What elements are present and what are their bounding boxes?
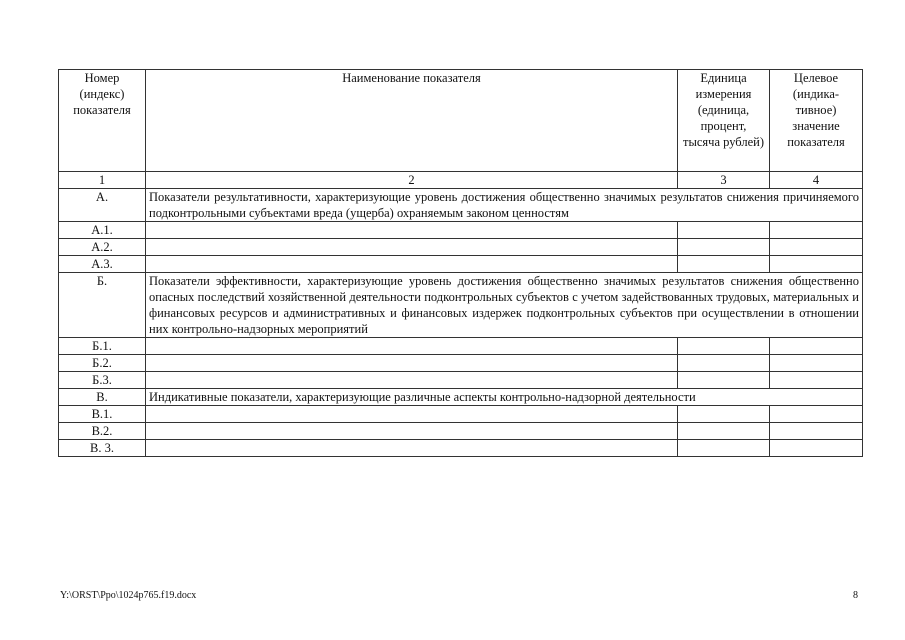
column-number-1: 1: [59, 172, 146, 189]
row-name-cell: [146, 239, 678, 256]
row-unit-cell: [678, 239, 770, 256]
row-name-cell: [146, 355, 678, 372]
footer-page-number: 8: [853, 590, 858, 601]
table-row: [59, 355, 863, 372]
row-index: В. 3.: [59, 440, 146, 457]
row-unit-cell: [678, 372, 770, 389]
table-row: [59, 372, 863, 389]
table-row: [59, 239, 863, 256]
table-row: [59, 440, 863, 457]
row-unit-cell: [678, 222, 770, 239]
section-title: Показатели эффективности, характеризующие уровень достижения общественно значимых результатов снижения общественно опасных последствий хозяйственной деятельности подконтрольных субъектов с учетом задействованных трудовых, материальных и финансовых ресурсов и административных и финансовых издержек подконтрольных субъектов при осуществлении в отношении них контрольно-надзорных мероприятий: [146, 273, 863, 338]
column-number-row: [59, 172, 863, 189]
row-index: В.1.: [59, 406, 146, 423]
row-unit-cell: [678, 440, 770, 457]
row-name-cell: [146, 406, 678, 423]
table-row: [59, 338, 863, 355]
row-name-cell: [146, 256, 678, 273]
row-index: А.1.: [59, 222, 146, 239]
section-row-a: [59, 189, 863, 222]
table-row: [59, 256, 863, 273]
section-code: В.: [59, 389, 146, 406]
row-index: Б.2.: [59, 355, 146, 372]
row-value-cell: [770, 355, 863, 372]
row-value-cell: [770, 338, 863, 355]
row-value-cell: [770, 372, 863, 389]
indicators-table: [58, 69, 863, 457]
row-value-cell: [770, 239, 863, 256]
header-row: [59, 70, 863, 172]
column-number-2: 2: [146, 172, 678, 189]
header-unit: Единица измерения (единица, процент, тысяча рублей): [678, 70, 770, 172]
header-target-value: Целевое (индика-тивное) значение показателя: [770, 70, 863, 172]
table-row: [59, 406, 863, 423]
row-unit-cell: [678, 355, 770, 372]
row-index: А.2.: [59, 239, 146, 256]
row-unit-cell: [678, 423, 770, 440]
row-unit-cell: [678, 256, 770, 273]
table-row: [59, 423, 863, 440]
row-value-cell: [770, 423, 863, 440]
section-code: А.: [59, 189, 146, 222]
header-indicator-name: Наименование показателя: [146, 70, 678, 172]
column-number-4: 4: [770, 172, 863, 189]
row-name-cell: [146, 222, 678, 239]
column-number-3: 3: [678, 172, 770, 189]
section-row-b: [59, 273, 863, 338]
header-number-index: Номер (индекс) показателя: [59, 70, 146, 172]
row-value-cell: [770, 222, 863, 239]
section-code: Б.: [59, 273, 146, 338]
row-index: А.3.: [59, 256, 146, 273]
row-name-cell: [146, 338, 678, 355]
row-name-cell: [146, 423, 678, 440]
footer-file-path: Y:\ORST\Ppo\1024p765.f19.docx: [60, 590, 197, 601]
row-index: В.2.: [59, 423, 146, 440]
row-unit-cell: [678, 406, 770, 423]
row-name-cell: [146, 440, 678, 457]
row-value-cell: [770, 440, 863, 457]
section-title: Показатели результативности, характеризующие уровень достижения общественно значимых результатов снижения причиняемого подконтрольными субъектами вреда (ущерба) охраняемым законом ценностям: [146, 189, 863, 222]
section-row-c: [59, 389, 863, 406]
row-index: Б.3.: [59, 372, 146, 389]
table-row: [59, 222, 863, 239]
section-title: Индикативные показатели, характеризующие различные аспекты контрольно-надзорной деятельности: [146, 389, 863, 406]
row-name-cell: [146, 372, 678, 389]
row-value-cell: [770, 256, 863, 273]
row-value-cell: [770, 406, 863, 423]
row-unit-cell: [678, 338, 770, 355]
row-index: Б.1.: [59, 338, 146, 355]
